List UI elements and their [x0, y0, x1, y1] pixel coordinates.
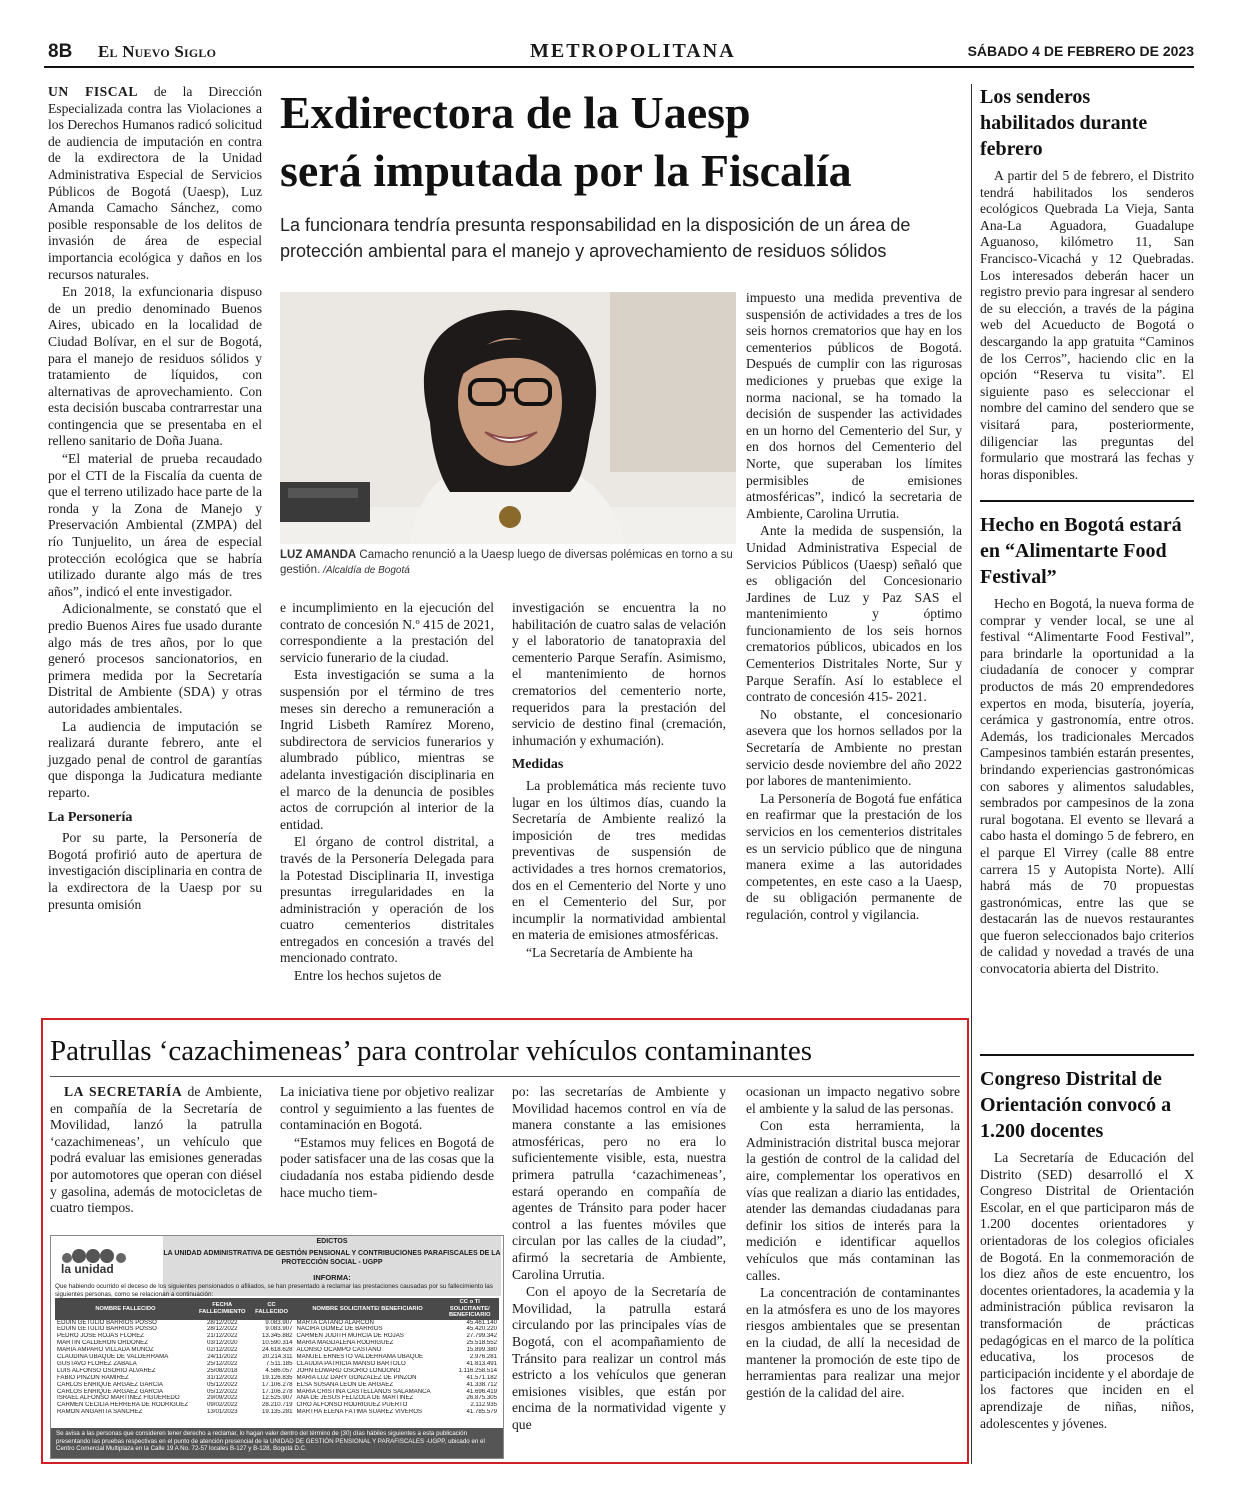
sidebar-story-congreso — [980, 1066, 1194, 1432]
section-title: METROPOLITANA — [530, 40, 736, 62]
table-cell: 2.112.935 — [470, 1402, 497, 1409]
sidebar-story-senderos — [980, 84, 1194, 483]
sidebar-story-alimentarte — [980, 512, 1194, 978]
paragraph: Esta investigación se suma a la suspensión por el término de tres meses sin derecho a remuneración a Ingrid Lisbeth Ramírez Moreno, subdirectora de servicios funerarios y alumbrado público, mientras se adelanta investigación disciplinaria en el marco de la denuncia de posibles actos de corrupción al interior de la entidad. — [280, 667, 494, 832]
table-row — [55, 1375, 499, 1382]
paragraph: Por su parte, la Personería de Bogotá profirió auto de apertura de investigación disciplinaria en contra de la exdirectora de la Uaesp por su presunta omisión — [48, 830, 262, 912]
main-headline — [280, 84, 970, 200]
sidebar-story-title: Los senderos habilitados durante febrero — [980, 86, 1148, 160]
table-cell: 17.106.278 — [262, 1388, 293, 1395]
table-cell: 28/12/2022 — [207, 1319, 238, 1326]
box-headline: Patrullas ‘cazachimeneas’ para controlar vehículos contaminantes — [50, 1035, 812, 1067]
paragraph: po: las secretarías de Ambiente y Movilidad hacemos control en vía de manera constante a las emisiones atmosféricas, pero no era lo suficientemente visible, esta, nuestra primera patrulla ‘cazachimeneas’, estará operando en compañía de agentes de Tránsito para poder hacer control a las fuentes móviles que circulan por las calles de la ciudad”, afirmó la secretaria de Ambiente, Carolina Urrutia. — [512, 1084, 726, 1282]
paragraph: La concentración de contaminantes en la atmósfera es uno de los mayores riesgos ambientales que se presentan en la ciudad, de allí la necesidad de mantener la promoción de este tipo de herramientas para realizar una mejor gestión de la calidad del aire. — [746, 1285, 960, 1400]
table-cell: EDUIN GETULIO BARRIOS POSSO — [57, 1326, 157, 1333]
box-col-2 — [280, 1084, 494, 1201]
sidebar-rule — [980, 500, 1194, 502]
paragraph: investigación se encuentra la no habilitación de cuatro salas de velación y el laboratorio de tanatopraxia del cementerio Parque Serafín. Asimismo, el mantenimiento de hornos crematorios del cementerio norte, requeridos para la prestación del servicio de destino final (cremación, inhumación y exhumación). — [512, 600, 726, 748]
table-cell: MARÍA CRISTINA CASTELLANOS SALAMANCA — [296, 1388, 431, 1395]
table-cell: 28/12/2022 — [207, 1326, 238, 1333]
table-cell: 9.083.907 — [265, 1319, 293, 1326]
table-cell: ANA DE JESÚS FELIZOLA DE MARTÍNEZ — [296, 1395, 414, 1402]
paragraph: No obstante, el concesionario asevera que los hornos sellados por la Secretaría de Ambiente no prestan servicio desde noviembre del año 2022 por labores de mantenimiento. — [746, 706, 962, 789]
table-row — [55, 1389, 499, 1396]
table-cell: 45.461.140 — [466, 1319, 497, 1326]
table-cell: 05/12/2022 — [207, 1388, 238, 1395]
caption-text: Camacho renunció a la Uaesp luego de diversas polémicas en torno a su gestión. — [280, 549, 733, 576]
table-cell: RAMÓN ANGARITA SÁNCHEZ — [57, 1409, 143, 1416]
table-cell: 28.210.719 — [262, 1402, 293, 1409]
ad-intro: Que habiendo ocurrido el deceso de los siguientes pensionados o afiliados, se han presentado a reclamar las prestaciones causadas por su fallecimiento las siguientes personas, como se relacionan a continuación: — [55, 1283, 493, 1298]
table-cell: MARÍA AMPARO VILLADA MUÑOZ — [57, 1347, 154, 1354]
table-cell: 19.126.835 — [262, 1374, 293, 1381]
ad-col-header: CC o TI SOLICITANTE/ BENEFICIARIO — [441, 1298, 499, 1320]
table-cell: MARTA CATAÑO ALARCÓN — [296, 1319, 374, 1326]
table-cell: 03/12/2020 — [207, 1340, 238, 1347]
table-cell: 21/12/2022 — [207, 1333, 238, 1340]
ugpp-notice-ad — [50, 1235, 504, 1459]
table-row — [55, 1340, 499, 1347]
paragraph: La audiencia de imputación se realizará durante febrero, ante el juzgado penal de control de garantías que disponga la Judicatura mediante reparto. — [48, 718, 262, 800]
paragraph: La problemática más reciente tuvo lugar en los últimos días, cuando la Secretaría de Ambiente realizó la imposición de tres medidas preventivas de suspensión de actividades a tres hornos crematorios, dos en el Cementerio del Norte y uno en el Cementerio del Sur, por incumplir la normatividad ambiental en materia de emisiones atmosféricas. — [512, 777, 726, 943]
table-cell: NACIRA GÓMEZ DE BARRIOS — [296, 1326, 383, 1333]
main-col-4 — [746, 290, 962, 924]
table-row — [55, 1347, 499, 1354]
table-row — [55, 1368, 499, 1375]
ad-subtitle: LA UNIDAD ADMINISTRATIVA DE GESTIÓN PENSIONAL Y CONTRIBUCIONES PARAFISCALES DE LA PROTECCIÓN SOCIAL - UGPP — [163, 1250, 501, 1266]
table-cell: 24/11/2022 — [207, 1354, 238, 1361]
table-cell: ELSA SUSANA LEÓN DE ARGÁEZ — [296, 1381, 394, 1388]
paragraph: “Estamos muy felices en Bogotá de poder satisfacer una de las cosas que la ciudadanía nos estaba pidiendo desde hace mucho tiem- — [280, 1134, 494, 1200]
sidebar-story-title: Hecho en Bogotá estará en “Alimentarte Food Festival” — [980, 514, 1182, 588]
table-cell: 31/12/2022 — [207, 1374, 238, 1381]
table-cell: 4.586.057 — [265, 1367, 293, 1374]
table-cell: 41.696.419 — [466, 1388, 497, 1395]
table-cell: 27.799.342 — [466, 1333, 497, 1340]
table-cell: PEDRO JOSÉ ROJAS FLÓREZ — [57, 1333, 145, 1340]
table-cell: CLAUDIA PATRICIA MANSO BARTOLO — [296, 1360, 406, 1367]
portrait-illustration — [280, 292, 736, 544]
subheading: Medidas — [512, 757, 564, 773]
main-col-3 — [512, 600, 726, 961]
table-cell: 41.813.491 — [466, 1360, 497, 1367]
table-row — [55, 1409, 499, 1416]
table-cell: 41.571.182 — [466, 1374, 497, 1381]
table-cell: CARMEN JUDITH MURCIA DE ROJAS — [296, 1333, 404, 1340]
ad-col-header: NOMBRE FALLECIDO — [55, 1298, 196, 1320]
paragraph: Ante la medida de suspensión, la Unidad Administrativa Especial de Servicios Públicos (Uaesp) señaló que es obligación del Concesionario Jardines de Luz y Paz SAS el mantenimiento y óptimo funcionamiento de los seis hornos crematorios públicos, ubicados en los Cementerios Distritales Norte, Sur y Parque Serafín. Así lo establece el contrato de concesión 415- 2021. — [746, 523, 962, 705]
table-cell: CARLOS ENRIQUE ARGÁEZ GARCÍA — [57, 1381, 163, 1388]
table-cell: CLAUDINA UBAQUE DE VALDERRAMA — [57, 1354, 169, 1361]
table-cell: GUSTAVO FLÓREZ ZABALA — [57, 1360, 137, 1367]
table-cell: 20.214.311 — [262, 1354, 293, 1361]
table-cell: 12.525.907 — [262, 1395, 293, 1402]
table-cell: 25/12/2022 — [207, 1360, 238, 1367]
table-cell: ISRAEL ALFONSO MARTÍNEZ FIGUEREDO — [57, 1395, 180, 1402]
table-cell: 26.875.305 — [466, 1395, 497, 1402]
sidebar-rule — [980, 1054, 1194, 1056]
table-row — [55, 1361, 499, 1368]
main-headline-line2: será imputada por la Fiscalía — [280, 145, 852, 196]
table-cell: 41.338.712 — [466, 1381, 497, 1388]
table-cell: EDUIN GETULIO BARRIOS POSSO — [57, 1319, 157, 1326]
ad-title: EDICTOS — [316, 1238, 348, 1245]
table-row — [55, 1320, 499, 1327]
sidebar-story-body: A partir del 5 de febrero, el Distrito tendrá habilitados los senderos ecológicos Quebrada La Vieja, Santa Ana-La Aguadora, Guadalupe Aguanoso, kilómetro 11, San Francisco-Vicachá y 12 Quebradas. Los interesados deberán hacer un registro previo para ingresar al sendero de su elección, a través de la página web del Acueducto de Bogotá o descargando la app gratuita “Caminos de los Cerros”, haciendo clic en la opción “Reserva tu visita”. El siguiente paso es seleccionar el nombre del camino del sendero que se visitará para, posteriormente, diligenciar las preguntas del formulario que mostrará las fechas y horas disponibles. — [980, 168, 1194, 482]
caption-lead: LUZ AMANDA — [280, 549, 357, 561]
paragraph: “La Secretaría de Ambiente ha — [526, 944, 693, 960]
photo-caption — [280, 548, 736, 578]
table-cell: 41.785.579 — [466, 1409, 497, 1416]
table-cell: CARLOS ENRIQUE ARGÁEZ GARCÍA — [57, 1388, 163, 1395]
sidebar-story-body: Hecho en Bogotá, la nueva forma de comprar y vender local, se une al festival “Alimentarte Food Festival”, para brindarle la oportunidad a la ciudadanía de conocer y comprar productos de más 20 emprendedores expertos en moda, bisutería, joyería, cerámica y gastronomía, entre otros. Además, los tradicionales Mercados Campesinos también estarán presentes, brindando experiencias gastronómicas con sabores y alimentos saludables, sembrados por campesinos de la zona rural bogotana. El evento se llevará a cabo hasta el domingo 5 de febrero, en el parque El Virrey (calle 88 entre carrera 15 y Autopista Norte). Allí habrá más de 70 propuestas gastronómicas, entre las que se destacarán las de nuevos restaurantes que fueron seleccionados bajo criterios de calidad y novedad a través de una convocatoria abierta del Distrito. — [980, 596, 1194, 977]
table-row — [55, 1354, 499, 1361]
photo-credit: /Alcaldía de Bogotá — [320, 565, 410, 576]
box-col-4 — [746, 1084, 960, 1401]
main-deck: La funcionara tendría presunta responsabilidad en la disposición de un área de protección ambiental para el manejo y aprovechamiento de residuos sólidos — [280, 215, 911, 261]
table-cell: 9.083.907 — [265, 1326, 293, 1333]
paragraph: Con el apoyo de la Secretaría de Movilidad, la patrulla estará circulando por las principales vías de Bogotá, con el acompañamiento de Tránsito para realizar un control más estricto a los vehículos que generan emisiones visibles, que están por encima de la normatividad vigente y que — [512, 1284, 726, 1432]
box-col-3 — [512, 1084, 726, 1433]
box-col-1 — [50, 1084, 262, 1217]
paragraph: LA SECRETARÍA de Ambiente, en compañía de la Secretaría de Movilidad, lanzó la patrulla ‘cazachimeneas’, un vehículo que podrá evaluar las emisiones generadas por automotores que operan con diésel y gasolina, además de motocicletas de cuatro tiempos. — [50, 1084, 262, 1216]
table-row — [55, 1395, 499, 1402]
paragraph: “El material de prueba recaudado por el CTI de la Fiscalía da cuenta de que el terreno utilizado hace parte de la ronda y la Zona de Manejo y Preservación Ambiental (ZMPA) del río Tunjuelito, un área de especial protección ecológica que se habría utilizado durante algo más de tres años”, indicó el ente investigador. — [48, 451, 262, 599]
subheading: La Personería — [48, 809, 133, 825]
table-cell: 2.976.281 — [469, 1354, 497, 1361]
ad-col-header: FECHA FALLECIMIENTO — [196, 1298, 249, 1320]
table-cell: 09/02/2022 — [207, 1402, 238, 1409]
paragraph: Adicionalmente, se constató que el predio Buenos Aires fue usado durante algo más de tres años, por lo que generó procesos sancionatorios, en primera medida por la Secretaría Distrital de Ambiente (SDA) y otras autoridades ambientales. — [48, 601, 262, 716]
article-photo — [280, 292, 736, 544]
main-headline-line1: Exdirectora de la Uaesp — [280, 87, 751, 138]
table-cell: LUIS ALFONSO OSORIO ÁLVAREZ — [57, 1367, 156, 1374]
table-row — [55, 1402, 499, 1409]
table-cell: CARMEN CECILIA HERRERA DE RODRÍGUEZ — [57, 1402, 189, 1409]
table-cell: 19.135.281 — [262, 1409, 293, 1416]
table-row — [55, 1333, 499, 1340]
table-cell: FABIO PINZÓN RAMÍREZ — [57, 1374, 129, 1381]
box-headline-rule — [50, 1076, 960, 1077]
table-row — [55, 1382, 499, 1389]
table-cell: 05/12/2022 — [207, 1381, 238, 1388]
table-cell: 10.590.314 — [262, 1340, 293, 1347]
table-cell: MARTHA ELENA FÁTIMA SUÁREZ VIVEROS — [296, 1409, 423, 1416]
table-cell: 25/08/2018 — [207, 1367, 238, 1374]
paragraph: ocasionan un impacto negativo sobre el ambiente y la salud de las personas. — [746, 1084, 960, 1116]
table-cell: 1.116.258.514 — [458, 1367, 497, 1374]
table-cell: 13.345.882 — [262, 1333, 293, 1340]
ad-footer: Se avisa a las personas que consideren tener derecho a reclamar, lo hagan valer dentro del término de (30) días hábiles siguientes a esta publicación presentando las pruebas respectivas en el punto de atención presencial de la UNIDAD DE GESTIÓN PENSIONAL Y PARAFISCALES -UGPP, ubicado en el Centro Comercial Multiplaza en la Calle 19 A No. 72-57 locales B-127 y B-128, Bogotá D.C. — [51, 1428, 503, 1458]
ad-inform: INFORMA: — [313, 1273, 351, 1282]
table-row — [55, 1326, 499, 1333]
lead-in: LA SECRETARÍA — [64, 1084, 183, 1099]
table-cell: 7.511.185 — [265, 1360, 293, 1367]
sidebar-divider — [971, 84, 972, 1464]
paragraph: En 2018, la exfuncionaria dispuso de un predio denominado Buenos Aires, ubicado en la localidad de Ciudad Bolívar, en el sur de Bogotá, para el manejo de residuos sólidos y tratamiento de líquidos, con alternativas de aprovechamiento. Con esta decisión buscaba contrarrestar una contingencia que se presentaba en el relleno sanitario de Doña Juana. — [48, 284, 262, 449]
table-cell: 29/09/2022 — [207, 1395, 238, 1402]
table-cell: MARÍA LUZ DARY GONZÁLEZ DE PINZÓN — [296, 1374, 417, 1381]
table-cell: 13/01/2023 — [207, 1409, 238, 1416]
table-cell: 02/12/2022 — [207, 1347, 238, 1354]
paragraph: Entre los hechos sujetos de — [294, 968, 442, 984]
lead-in: UN FISCAL — [48, 84, 138, 99]
table-cell: 25.518.552 — [466, 1340, 497, 1347]
paragraph: impuesto una medida preventiva de suspensión de actividades a tres de los seis hornos crematorios que hay en los cementerios públicos de Bogotá. Después de cumplir con las rigurosas mediciones y pruebas que exige la norma nacional, se ha tomado la decisión de suspender las actividades en un horno del Cementerio del Sur, y en dos hornos del Cementerio del Norte, que superaban los límites permisibles de emisiones atmosféricas”, indicó la secretaria de Ambiente, Carolina Urrutia. — [746, 290, 962, 521]
main-col-1 — [48, 84, 262, 913]
main-col-2 — [280, 600, 494, 985]
table-cell: ALONSO OCAMPO CASTAÑO — [296, 1347, 382, 1354]
sidebar-story-body: La Secretaría de Educación del Distrito (SED) desarrolló el X Congreso Distrital de Orientación Escolar, en el que participaron más de 1.200 docentes orientadores y orientadoras de los colegios oficiales de Bogotá. En la conmemoración de los diez años de este encuentro, los docentes orientadores, la academia y la administración pública revisaron la transformación de prácticas pedagógicas en el marco de la política educativa, los procesos de participación incidente y el abordaje de los factores que inciden en el aprendizaje de niñas, niños, adolescentes y jóvenes. — [980, 1150, 1195, 1431]
paragraph: La Personería de Bogotá fue enfática en reafirmar que la prestación de los servicios en los cementerios distritales es un servicio público que de ninguna manera exime a las autoridades competentes, en este caso a la Uaesp, de su obligación permanente de regulación, control y vigilancia. — [746, 790, 962, 922]
sidebar-story-title: Congreso Distrital de Orientación convocó a 1.200 docentes — [980, 1068, 1172, 1142]
ugpp-logo-text: la unidad — [61, 1262, 114, 1276]
ad-col-header: CC FALLECIDO — [249, 1298, 295, 1320]
issue-date: SÁBADO 4 DE FEBRERO DE 2023 — [967, 43, 1194, 59]
table-cell: 24.618.628 — [262, 1347, 293, 1354]
newspaper-name: El Nuevo Siglo — [98, 42, 217, 61]
table-cell: 45.420.220 — [466, 1326, 497, 1333]
page-number: 8B — [48, 41, 73, 62]
paragraph: Con esta herramienta, la Administración distrital busca mejorar la gestión de control de la calidad del aire, complementar los operativos en vías que realizan a diario las entidades, atender las demandas ciudadanas para definir los sitios de interés para la medición e identificar aquellos vehículos que más contaminan las calles. — [746, 1118, 960, 1283]
paragraph: La iniciativa tiene por objetivo realizar control y seguimiento a las fuentes de contaminación en Bogotá. — [280, 1084, 494, 1133]
table-cell: 15.899.380 — [466, 1347, 497, 1354]
table-cell: 17.106.278 — [262, 1381, 293, 1388]
paragraph: UN FISCAL de la Dirección Especializada contra las Violaciones a los Derechos Humanos radicó solicitud de audiencia de imputación en contra de la exdirectora de la Unidad Administrativa Especial de Servicios Públicos de Bogotá (Uaesp), Luz Amanda Camacho Sánchez, como posible responsable de los delitos de invasión de área de especial importancia ecológica y daños en los recursos naturales. — [48, 84, 262, 282]
table-cell: MANUEL ERNESTO VALDERRAMA UBAQUE — [296, 1354, 424, 1361]
paragraph: e incumplimiento en la ejecución del contrato de concesión N.º 415 de 2021, correspondiente a la prestación del servicio funerario de la ciudad. — [280, 600, 494, 665]
table-cell: MARÍA MAGDALENA RODRÍGUEZ — [296, 1340, 394, 1347]
ad-col-header: NOMBRE SOLICITANTE/ BENEFICIARIO — [295, 1298, 441, 1320]
table-cell: JOHN EDWARD OSORIO LONDOÑO — [296, 1367, 401, 1374]
table-cell: MARTÍN CALDERÓN ORDÓÑEZ — [57, 1340, 148, 1347]
table-cell: CIRO ALFONSO RODRÍGUEZ PUERTO — [296, 1402, 408, 1409]
paragraph: El órgano de control distrital, a través de la Personería Delegada para la Potestad Disciplinaria II, investiga presuntas irregularidades en la administración y operación de los cuatro cementerios distritales entregados en concesión a través del mencionado contrato. — [280, 834, 494, 966]
ad-table — [55, 1298, 499, 1416]
